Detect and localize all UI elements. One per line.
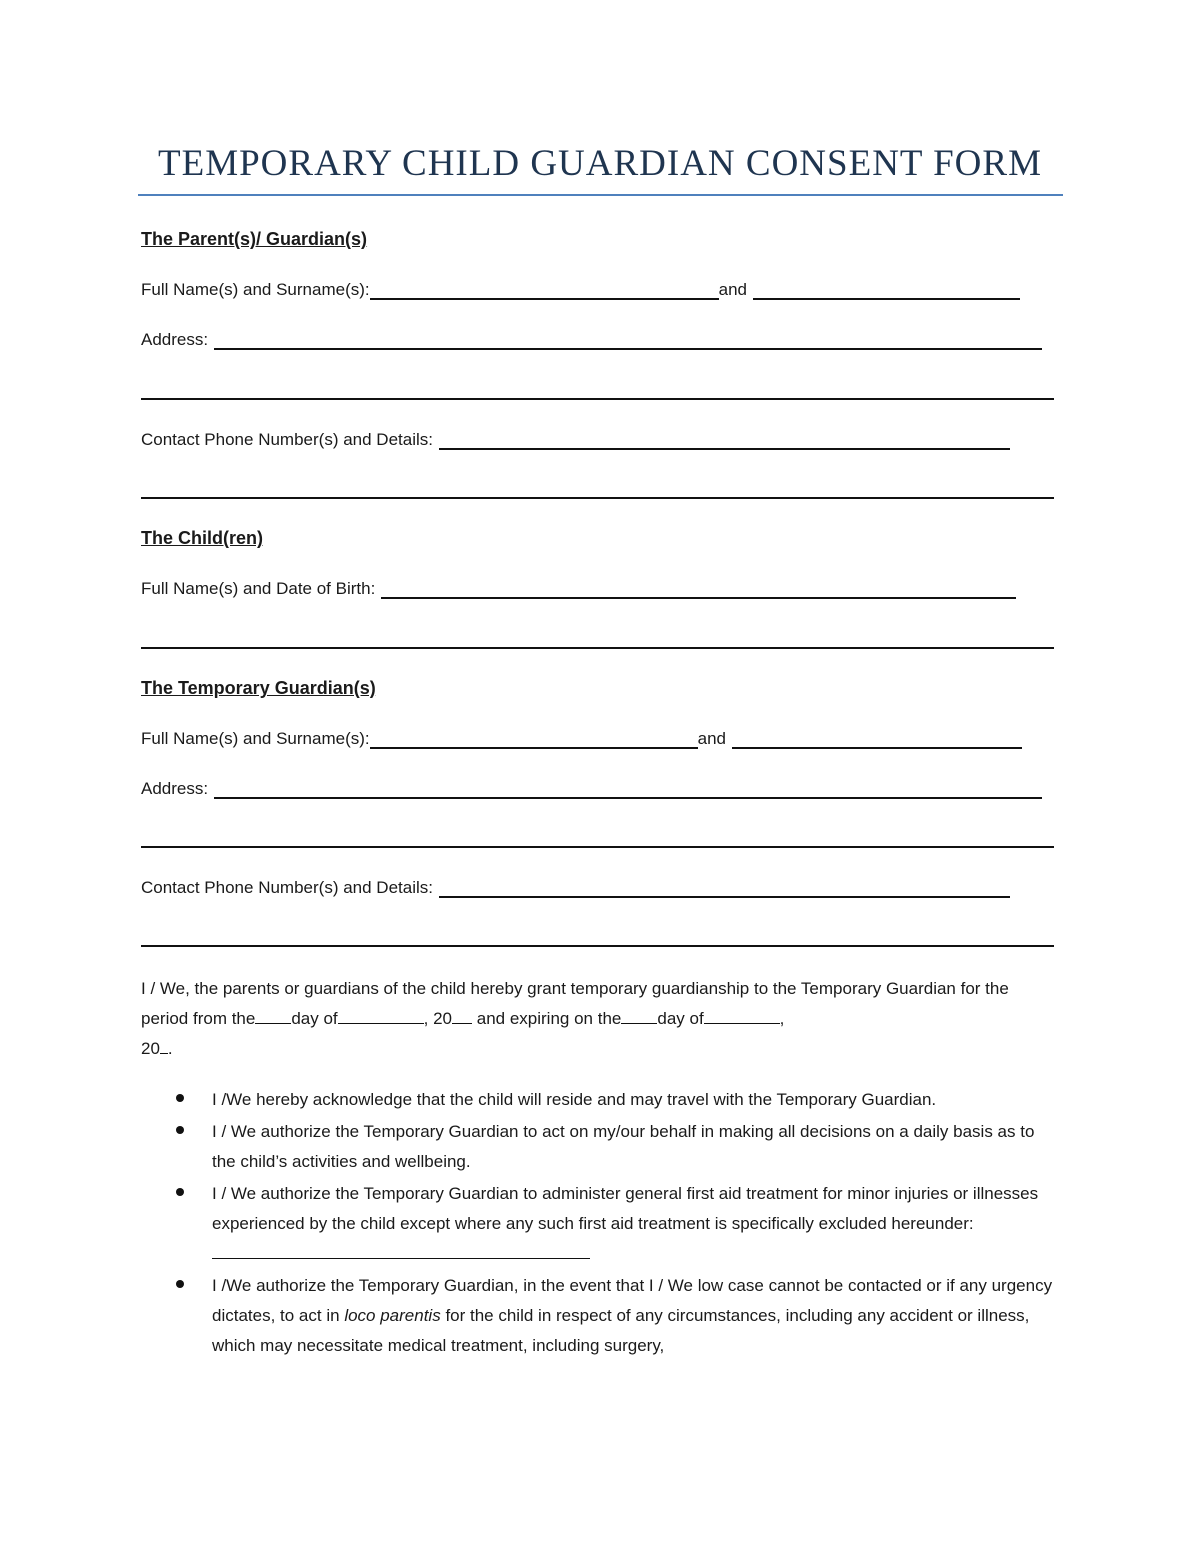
child-name-dob-field[interactable] [381, 579, 1016, 599]
bullet-icon [176, 1094, 184, 1102]
parents-phone-label: Contact Phone Number(s) and Details: [141, 430, 433, 449]
parents-address-row [141, 330, 1042, 350]
start-day-blank[interactable] [255, 1009, 291, 1024]
loco-parentis-text: loco parentis [344, 1306, 441, 1325]
parents-name-field-2[interactable] [753, 280, 1020, 300]
medical-authority-text-1: I /We authorize the Temporary Guardian, in the event that I / We low case cannot be contacted or if any urgency dictates, to act in [212, 1276, 1053, 1325]
parents-heading: The Parent(s)/ Guardian(s) [141, 229, 368, 249]
first-aid-text: I / We authorize the Temporary Guardian to administer general first aid treatment for minor injuries or illnesses experienced by the child except where any such first aid treatment is specifically excluded hereunder: [212, 1184, 1039, 1233]
grant-expiring-label: and expiring on the [476, 1009, 622, 1028]
temporary-address-label: Address: [141, 779, 209, 798]
parents-name-field-1[interactable] [370, 280, 719, 300]
temporary-name-row [141, 729, 1022, 749]
grant-paragraph [141, 974, 1041, 1064]
first-aid-exclusions-field[interactable] [212, 1244, 590, 1259]
parents-phone-field-line-2[interactable] [141, 497, 1054, 499]
start-month-blank[interactable] [338, 1009, 424, 1024]
temporary-guardian-heading: The Temporary Guardian(s) [141, 678, 376, 698]
temporary-name-field-2[interactable] [732, 729, 1022, 749]
child-name-dob-label: Full Name(s) and Date of Birth: [141, 579, 376, 598]
temporary-name-field-1[interactable] [370, 729, 698, 749]
parents-name-row [141, 280, 1020, 300]
temporary-phone-row [141, 878, 1010, 898]
start-year-blank[interactable] [452, 1009, 472, 1024]
grant-year-prefix-2: 20 [141, 1039, 160, 1058]
temporary-and-label: and [697, 729, 726, 748]
grant-period: . [167, 1039, 173, 1058]
temporary-name-label: Full Name(s) and Surname(s): [141, 729, 370, 748]
bullet-icon [176, 1188, 184, 1196]
list-item [141, 1271, 1056, 1361]
authorization-list [141, 1085, 1056, 1363]
list-item [141, 1085, 1056, 1115]
end-year-blank[interactable] [160, 1039, 168, 1054]
parents-phone-field[interactable] [439, 430, 1010, 450]
grant-year-prefix: , 20 [423, 1009, 453, 1028]
parents-address-label: Address: [141, 330, 209, 349]
daily-decisions-text: I / We authorize the Temporary Guardian to act on my/our behalf in making all decisions on a daily basis as to the child’s activities and wellbeing. [212, 1122, 1035, 1171]
grant-comma: , [779, 1009, 785, 1028]
parents-and-label: and [718, 280, 747, 299]
temporary-address-field[interactable] [214, 779, 1042, 799]
parents-address-field-line-2[interactable] [141, 398, 1054, 400]
child-name-row [141, 579, 1016, 599]
grant-day-of-label: day of [291, 1009, 338, 1028]
bullet-icon [176, 1280, 184, 1288]
temporary-address-row [141, 779, 1042, 799]
list-item [141, 1117, 1056, 1177]
form-title: TEMPORARY CHILD GUARDIAN CONSENT FORM [158, 143, 1042, 184]
end-month-blank[interactable] [704, 1009, 780, 1024]
parents-address-field[interactable] [214, 330, 1042, 350]
child-heading: The Child(ren) [141, 528, 263, 548]
grant-day-of-label-2: day of [657, 1009, 704, 1028]
title-divider [138, 194, 1063, 196]
medical-authority-text-2: for the child in respect of any circumstances, including any accident or illness, which may necessitate medical treatment, including surgery, [212, 1306, 1030, 1355]
list-item [141, 1179, 1056, 1269]
acknowledge-residence-text: I /We hereby acknowledge that the child will reside and may travel with the Temporary Guardian. [212, 1090, 937, 1109]
temporary-phone-label: Contact Phone Number(s) and Details: [141, 878, 433, 897]
end-day-blank[interactable] [621, 1009, 657, 1024]
temporary-phone-field-line-2[interactable] [141, 945, 1054, 947]
parents-name-label: Full Name(s) and Surname(s): [141, 280, 370, 299]
grant-text-intro: I / We, the parents or guardians of the child hereby grant temporary guardianship to the Temporary Guardian for the period from the [141, 979, 1009, 1028]
bullet-icon [176, 1126, 184, 1134]
temporary-phone-field[interactable] [439, 878, 1010, 898]
child-name-dob-field-line-2[interactable] [141, 647, 1054, 649]
temporary-address-field-line-2[interactable] [141, 846, 1054, 848]
parents-phone-row [141, 430, 1010, 450]
